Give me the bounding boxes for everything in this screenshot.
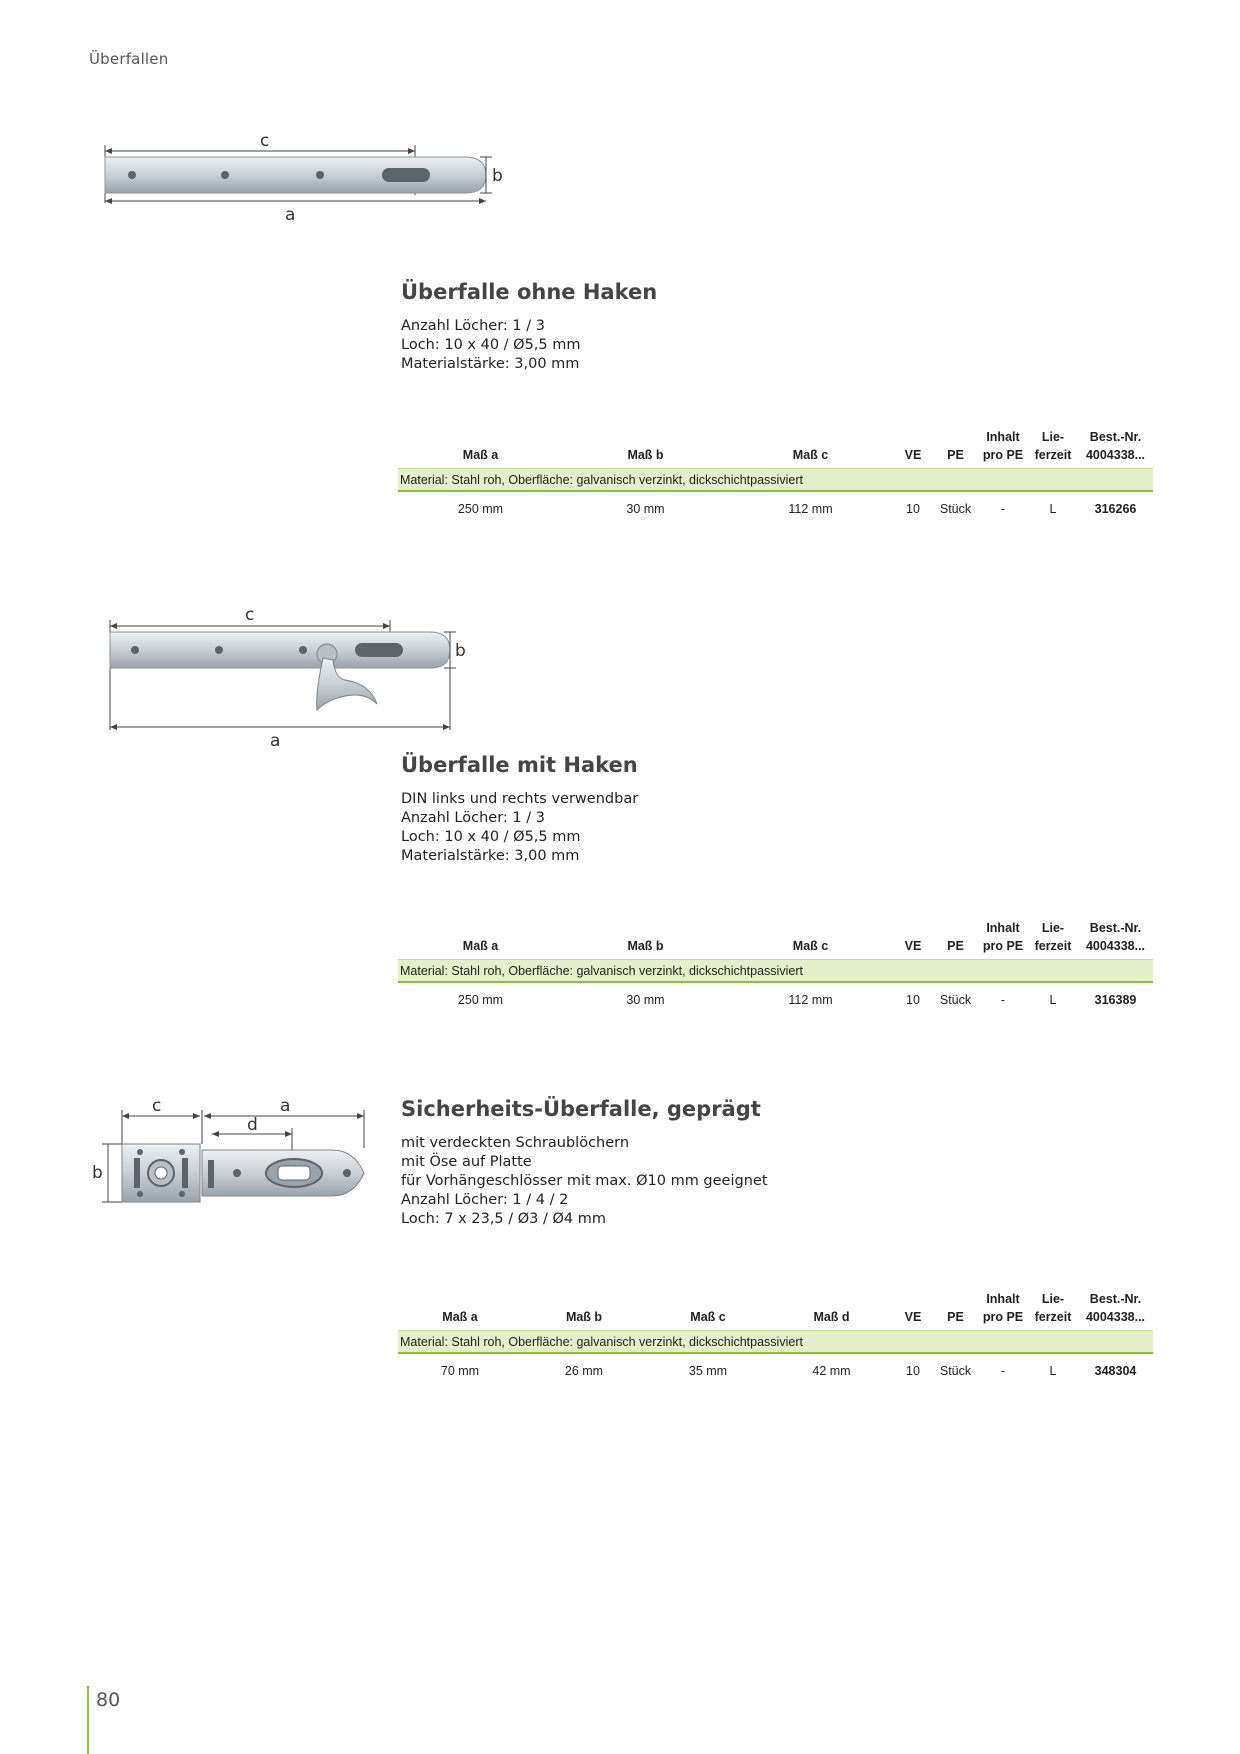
table-row bbox=[398, 1353, 1153, 1382]
header-best-nr-line2: 4004338... bbox=[1085, 448, 1146, 462]
table-row bbox=[398, 982, 1153, 1011]
product-drawing-hasp-with-hook bbox=[105, 600, 475, 750]
dimension-label-a: a bbox=[280, 1096, 291, 1116]
cell-mass-b: 30 mm bbox=[626, 502, 665, 516]
header-mass-a: Maß a bbox=[398, 1290, 522, 1331]
header-inhalt-line2: pro PE bbox=[982, 939, 1024, 953]
page-number-rule bbox=[87, 1686, 89, 1754]
dimension-label-c: c bbox=[152, 1096, 162, 1116]
header-ve: VE bbox=[893, 1290, 933, 1331]
dimension-label-b: b bbox=[492, 166, 503, 186]
table-row bbox=[398, 491, 1153, 520]
header-ve: VE bbox=[893, 428, 933, 469]
header-mass-a: Maß a bbox=[398, 919, 563, 960]
header-inhalt-line1: Inhalt bbox=[986, 1292, 1020, 1306]
material-row bbox=[398, 1331, 1153, 1354]
header-best-nr bbox=[1078, 919, 1153, 960]
cell-pe: Stück bbox=[939, 1364, 972, 1378]
cell-mass-d: 42 mm bbox=[812, 1364, 851, 1378]
cell-ve: 10 bbox=[906, 502, 920, 516]
description-line: mit verdeckten Schraublöchern bbox=[401, 1135, 630, 1151]
cell-lieferzeit: L bbox=[1049, 502, 1057, 516]
dimension-label-c: c bbox=[260, 131, 270, 151]
header-mass-b: Maß b bbox=[563, 919, 728, 960]
header-lieferzeit-line1: Lie- bbox=[1041, 1292, 1065, 1306]
dimension-label-b: b bbox=[92, 1163, 103, 1183]
header-ve: VE bbox=[893, 919, 933, 960]
header-mass-c: Maß c bbox=[728, 919, 893, 960]
header-best-nr bbox=[1078, 428, 1153, 469]
product-description bbox=[401, 317, 581, 374]
product-drawing-security-hasp bbox=[92, 1098, 382, 1218]
cell-mass-a: 70 mm bbox=[440, 1364, 480, 1378]
product-title: Überfalle ohne Haken bbox=[401, 280, 658, 304]
section-header: Überfallen bbox=[89, 50, 169, 68]
cell-mass-c: 112 mm bbox=[788, 993, 833, 1007]
header-mass-a: Maß a bbox=[398, 428, 563, 469]
header-inhalt-line2: pro PE bbox=[982, 1310, 1024, 1324]
cell-lieferzeit: L bbox=[1049, 993, 1057, 1007]
dimension-label-d: d bbox=[247, 1115, 258, 1135]
header-lieferzeit bbox=[1028, 919, 1078, 960]
dimension-label-a: a bbox=[270, 731, 281, 751]
description-line: Anzahl Löcher: 1 / 3 bbox=[401, 318, 545, 334]
cell-mass-b: 30 mm bbox=[626, 993, 665, 1007]
description-line: Loch: 10 x 40 / Ø5,5 mm bbox=[401, 337, 581, 353]
material-text: Material: Stahl roh, Oberfläche: galvanisch verzinkt, dickschichtpassiviert bbox=[398, 960, 1153, 983]
header-pe: PE bbox=[933, 428, 978, 469]
description-line: Anzahl Löcher: 1 / 4 / 2 bbox=[401, 1192, 569, 1208]
header-best-nr-line2: 4004338... bbox=[1085, 1310, 1146, 1324]
description-line: für Vorhängeschlösser mit max. Ø10 mm geeignet bbox=[401, 1173, 768, 1189]
material-text: Material: Stahl roh, Oberfläche: galvanisch verzinkt, dickschichtpassiviert bbox=[398, 1331, 1153, 1354]
product-drawing-hasp-without-hook bbox=[100, 125, 503, 225]
cell-mass-a: 250 mm bbox=[457, 502, 504, 516]
header-inhalt bbox=[978, 1290, 1028, 1331]
cell-inhalt: - bbox=[1000, 1364, 1006, 1378]
header-inhalt bbox=[978, 428, 1028, 469]
description-line: Loch: 7 x 23,5 / Ø3 / Ø4 mm bbox=[401, 1211, 607, 1227]
header-best-nr-line1: Best.-Nr. bbox=[1089, 921, 1142, 935]
header-mass-b: Maß b bbox=[563, 428, 728, 469]
cell-mass-c: 35 mm bbox=[688, 1364, 728, 1378]
cell-mass-c: 112 mm bbox=[788, 502, 833, 516]
header-lieferzeit-line1: Lie- bbox=[1041, 430, 1065, 444]
spec-table bbox=[398, 1290, 1153, 1382]
product-description bbox=[401, 790, 638, 866]
header-mass-c: Maß c bbox=[646, 1290, 770, 1331]
description-line: Anzahl Löcher: 1 / 3 bbox=[401, 810, 545, 826]
cell-inhalt: - bbox=[1000, 502, 1006, 516]
material-row bbox=[398, 960, 1153, 983]
dimension-label-b: b bbox=[455, 641, 466, 661]
header-lieferzeit-line1: Lie- bbox=[1041, 921, 1065, 935]
cell-mass-a: 250 mm bbox=[457, 993, 504, 1007]
header-best-nr-line1: Best.-Nr. bbox=[1089, 1292, 1142, 1306]
cell-pe: Stück bbox=[939, 502, 972, 516]
cell-mass-b: 26 mm bbox=[564, 1364, 604, 1378]
dimension-label-a: a bbox=[285, 205, 296, 225]
description-line: DIN links und rechts verwendbar bbox=[401, 791, 639, 807]
product-title: Sicherheits-Überfalle, geprägt bbox=[401, 1097, 761, 1121]
header-mass-d: Maß d bbox=[770, 1290, 893, 1331]
spec-table bbox=[398, 428, 1153, 520]
material-text: Material: Stahl roh, Oberfläche: galvanisch verzinkt, dickschichtpassiviert bbox=[398, 469, 1153, 492]
cell-ve: 10 bbox=[906, 993, 920, 1007]
header-pe: PE bbox=[933, 919, 978, 960]
cell-pe: Stück bbox=[939, 993, 972, 1007]
product-description bbox=[401, 1134, 768, 1229]
header-lieferzeit-line2: ferzeit bbox=[1034, 1310, 1072, 1324]
page-number: 80 bbox=[96, 1689, 121, 1711]
header-pe: PE bbox=[933, 1290, 978, 1331]
header-lieferzeit-line2: ferzeit bbox=[1034, 939, 1072, 953]
header-inhalt bbox=[978, 919, 1028, 960]
description-line: Materialstärke: 3,00 mm bbox=[401, 848, 580, 864]
material-row bbox=[398, 469, 1153, 492]
description-line: mit Öse auf Platte bbox=[401, 1154, 532, 1170]
spec-table bbox=[398, 919, 1153, 1011]
cell-lieferzeit: L bbox=[1049, 1364, 1057, 1378]
dimension-label-c: c bbox=[245, 605, 255, 625]
header-lieferzeit-line2: ferzeit bbox=[1034, 448, 1072, 462]
header-best-nr-line2: 4004338... bbox=[1085, 939, 1146, 953]
table-header-row bbox=[398, 428, 1153, 469]
cell-best-nr: 316389 bbox=[1094, 993, 1137, 1007]
header-best-nr-line1: Best.-Nr. bbox=[1089, 430, 1142, 444]
header-inhalt-line1: Inhalt bbox=[986, 430, 1020, 444]
product-title: Überfalle mit Haken bbox=[401, 753, 638, 777]
header-inhalt-line2: pro PE bbox=[982, 448, 1024, 462]
cell-best-nr: 348304 bbox=[1094, 1364, 1137, 1378]
header-inhalt-line1: Inhalt bbox=[986, 921, 1020, 935]
table-header-row bbox=[398, 1290, 1153, 1331]
description-line: Loch: 10 x 40 / Ø5,5 mm bbox=[401, 829, 581, 845]
header-mass-c: Maß c bbox=[728, 428, 893, 469]
header-lieferzeit bbox=[1028, 1290, 1078, 1331]
header-best-nr bbox=[1078, 1290, 1153, 1331]
header-mass-b: Maß b bbox=[522, 1290, 646, 1331]
description-line: Materialstärke: 3,00 mm bbox=[401, 356, 580, 372]
cell-inhalt: - bbox=[1000, 993, 1006, 1007]
cell-best-nr: 316266 bbox=[1094, 502, 1137, 516]
header-lieferzeit bbox=[1028, 428, 1078, 469]
table-header-row bbox=[398, 919, 1153, 960]
cell-ve: 10 bbox=[906, 1364, 920, 1378]
